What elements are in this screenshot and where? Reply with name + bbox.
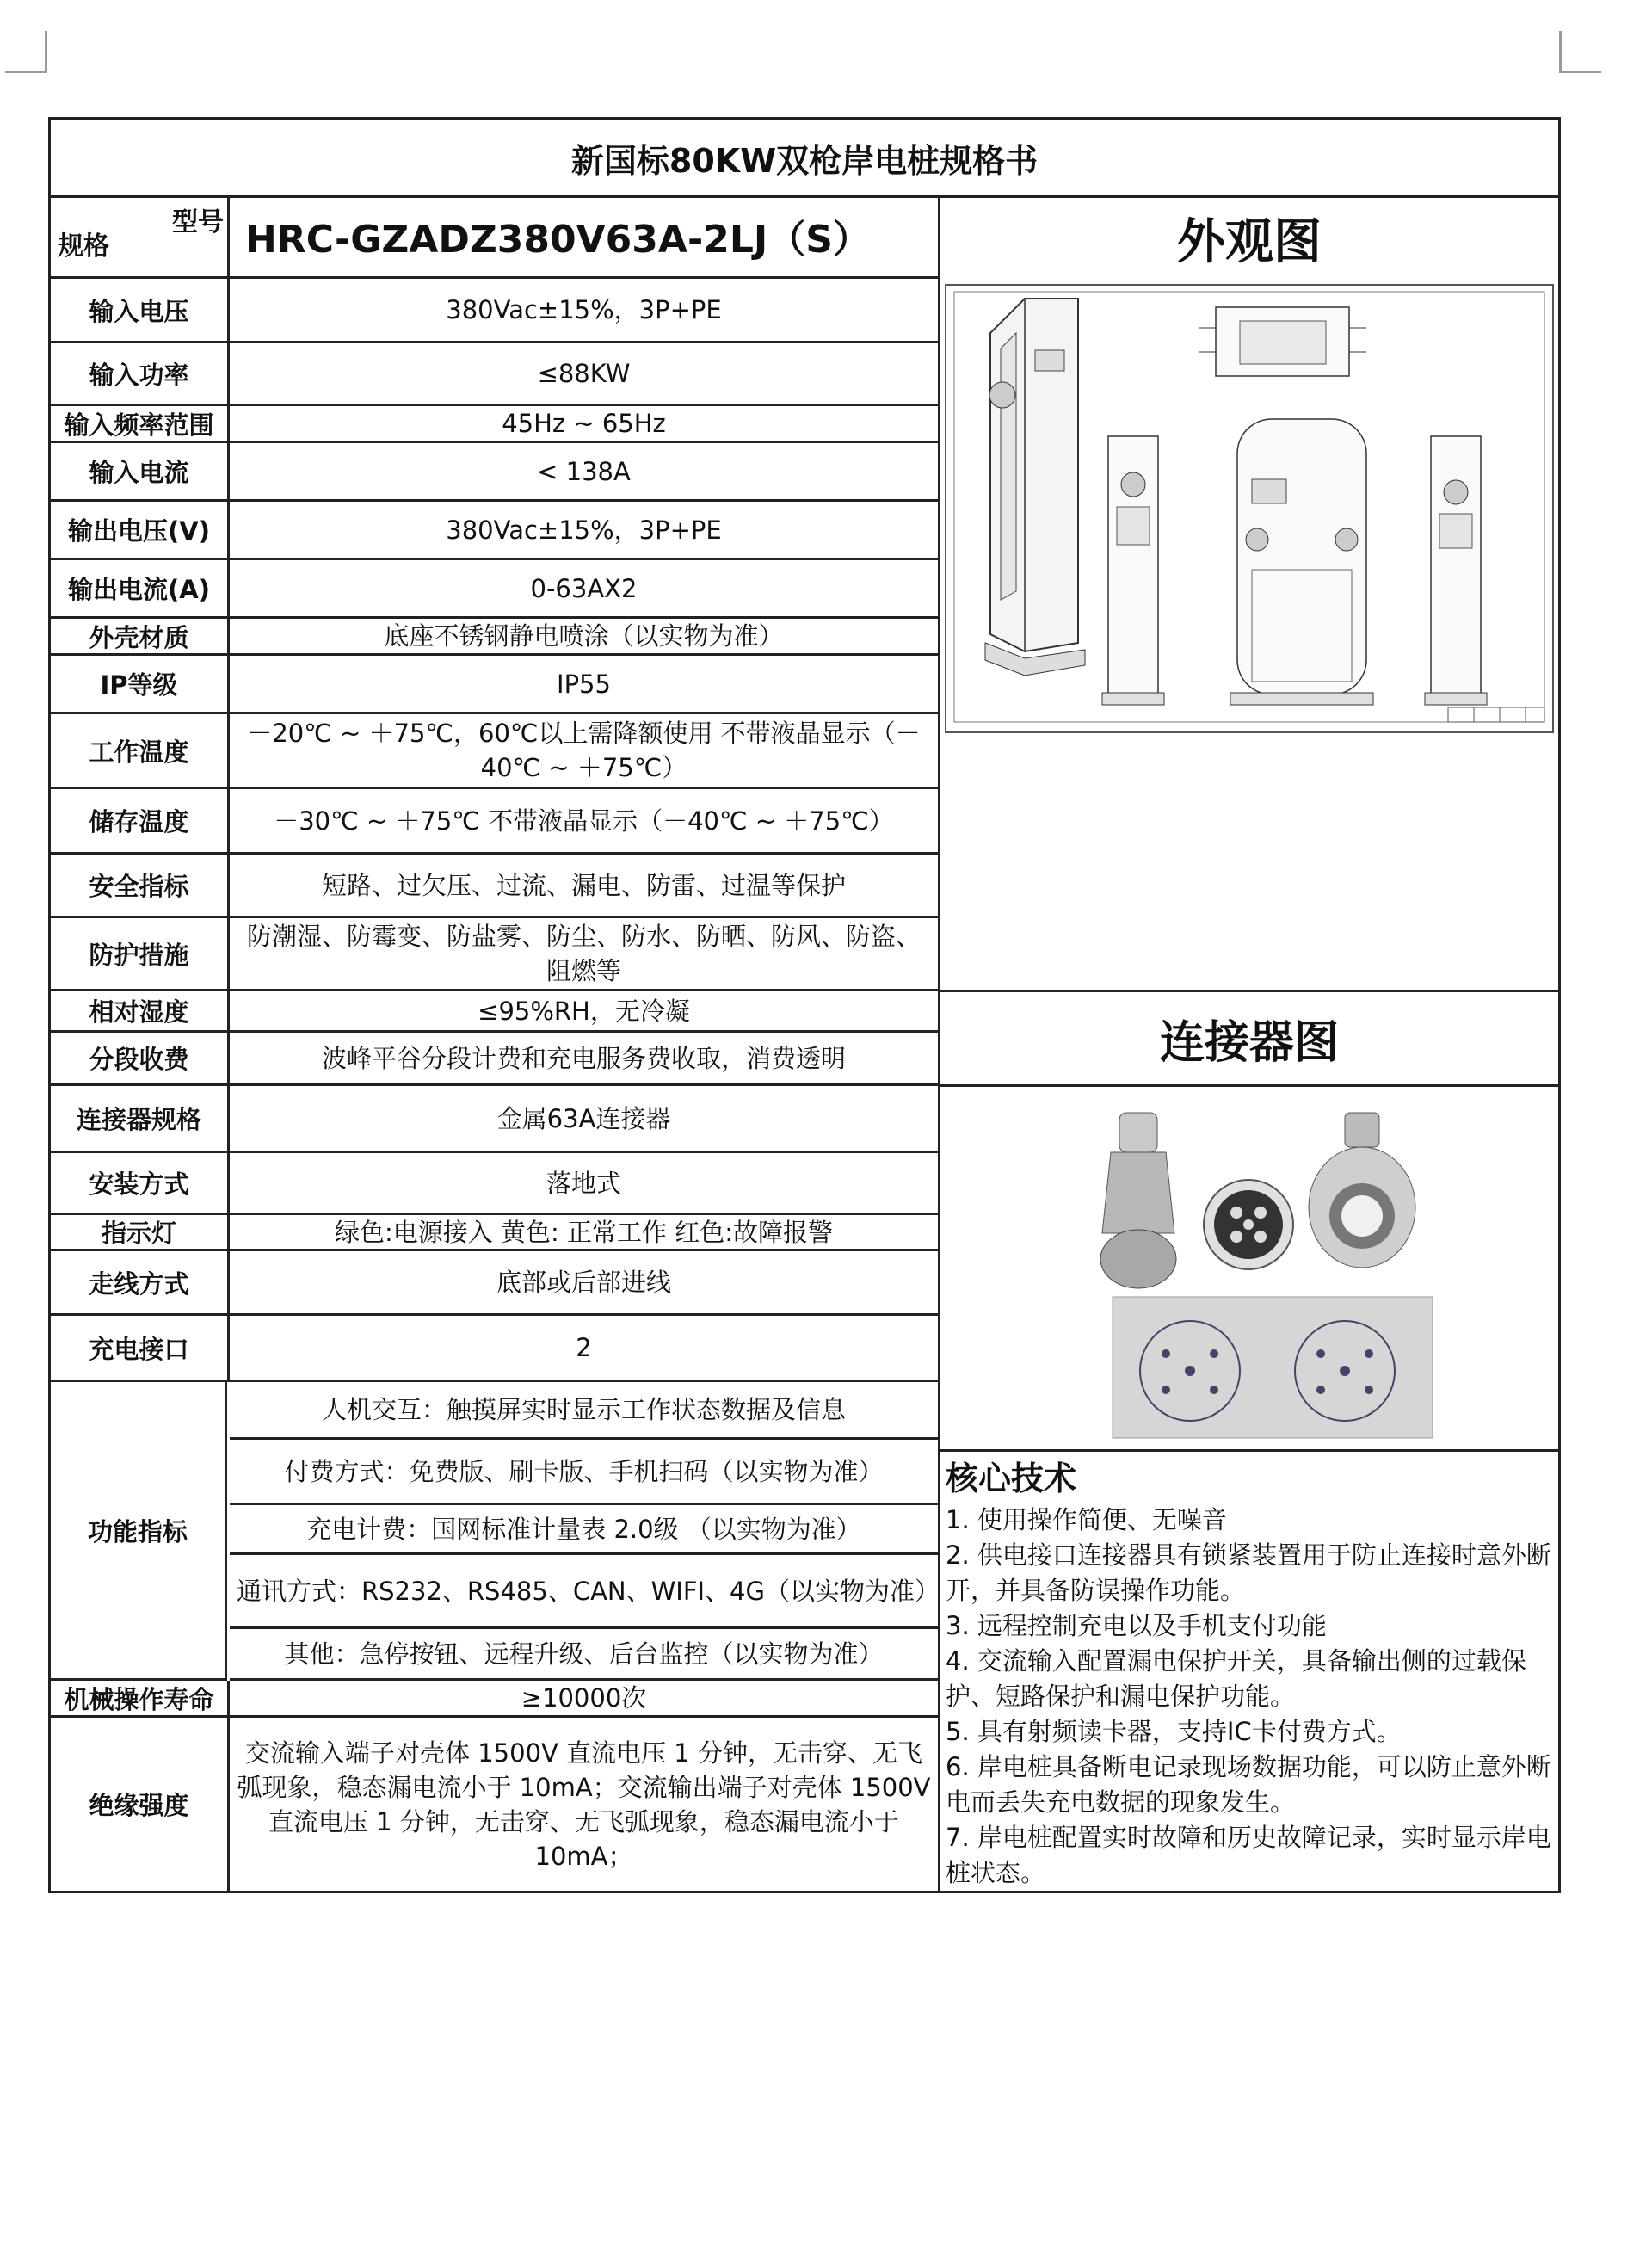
spec-row xyxy=(51,560,940,619)
spec-value: 波峰平谷分段计费和充电服务费收取，消费透明 xyxy=(230,1033,940,1083)
spec-value: 0-63AX2 xyxy=(230,560,940,616)
core-item: 5. 具有射频读卡器，支持IC卡付费方式。 xyxy=(946,1717,1402,1746)
spec-label: IP等级 xyxy=(51,656,230,712)
spec-label: 输入电压 xyxy=(51,279,230,341)
insulation-row xyxy=(51,1718,940,1891)
spec-row xyxy=(51,918,940,991)
connector-photos-image xyxy=(940,1087,1558,1449)
spec-label: 规格 xyxy=(58,231,109,262)
spec-value: 380Vac±15%，3P+PE xyxy=(230,279,940,341)
spec-row xyxy=(51,1251,940,1316)
spec-value: 底座不锈钢静电喷涂（以实物为准） xyxy=(230,619,940,653)
spec-label: 相对湿度 xyxy=(51,991,230,1030)
spec-value: 380Vac±15%，3P+PE xyxy=(230,502,940,558)
spec-row xyxy=(51,656,940,714)
appearance-drawing-image xyxy=(940,281,1558,733)
spec-value: 防潮湿、防霉变、防盐雾、防尘、防水、防晒、防风、防盗、阻燃等 xyxy=(230,918,940,989)
document-title: 新国标80KW双枪岸电桩规格书 xyxy=(51,120,1558,198)
spec-row xyxy=(51,714,940,789)
spec-label: 输入功率 xyxy=(51,343,230,404)
function-item: 人机交互：触摸屏实时显示工作状态数据及信息 xyxy=(230,1382,940,1440)
spec-value: ≤95%RH，无冷凝 xyxy=(230,991,940,1030)
connector-title: 连接器图 xyxy=(1159,1017,1339,1069)
spec-label: 安全指标 xyxy=(51,855,230,916)
core-item: 3. 远程控制充电以及手机支付功能 xyxy=(946,1611,1327,1640)
spec-row xyxy=(51,502,940,560)
spec-label: 连接器规格 xyxy=(51,1086,230,1151)
spec-row xyxy=(51,1033,940,1086)
spec-row xyxy=(51,789,940,855)
spec-row xyxy=(51,1215,940,1251)
spec-label: 输入电流 xyxy=(51,443,230,499)
spec-label: 储存温度 xyxy=(51,789,230,852)
spec-row xyxy=(51,1086,940,1153)
spec-row xyxy=(51,855,940,918)
spec-label: 输入频率范围 xyxy=(51,406,230,441)
core-item: 2. 供电接口连接器具有锁紧装置用于防止连接时意外断开，并具备防误操作功能。 xyxy=(946,1540,1551,1605)
spec-label: 机械操作寿命 xyxy=(51,1681,230,1715)
spec-value: 2 xyxy=(230,1316,940,1380)
lifespan-row xyxy=(51,1681,940,1718)
crop-mark-top-left xyxy=(5,31,47,73)
spec-sheet xyxy=(48,117,1561,1893)
spec-row xyxy=(51,343,940,406)
spec-row xyxy=(51,991,940,1033)
spec-label: 防护措施 xyxy=(51,918,230,989)
function-label: 功能指标 xyxy=(51,1382,227,1681)
spec-value: 45Hz ~ 65Hz xyxy=(230,406,940,441)
spec-row xyxy=(51,1153,940,1215)
spec-label: 指示灯 xyxy=(51,1215,230,1249)
spec-row xyxy=(51,279,940,343)
spec-value: 交流输入端子对壳体 1500V 直流电压 1 分钟，无击穿、无飞弧现象，稳态漏电流小于 10mA；交流输出端子对壳体 1500V 直流电压 1 分钟，无击穿、无飞弧现象，稳态漏电流小于 10mA； xyxy=(230,1718,940,1891)
core-technology xyxy=(940,1452,1558,1891)
model-label-cell xyxy=(51,195,230,276)
spec-label: 安装方式 xyxy=(51,1153,230,1213)
spec-value: 金属63A连接器 xyxy=(230,1086,940,1151)
spec-value: 短路、过欠压、过流、漏电、防雷、过温等保护 xyxy=(230,855,940,916)
appearance-title: 外观图 xyxy=(1177,214,1322,270)
spec-row xyxy=(51,443,940,502)
function-item: 付费方式：免费版、刷卡版、手机扫码（以实物为准） xyxy=(230,1440,940,1505)
spec-label: 绝缘强度 xyxy=(51,1718,230,1891)
connector-photos xyxy=(940,1087,1558,1449)
spec-value: IP55 xyxy=(230,656,940,712)
spec-label: 工作温度 xyxy=(51,714,230,787)
core-item: 6. 岸电桩具备断电记录现场数据功能，可以防止意外断电而丢失充电数据的现象发生。 xyxy=(946,1752,1551,1817)
spec-label: 输出电压(V) xyxy=(51,502,230,558)
spec-value: 底部或后部进线 xyxy=(230,1251,940,1313)
spec-value: －30℃ ~ ＋75℃ 不带液晶显示（－40℃ ~ ＋75℃） xyxy=(230,789,940,852)
spec-value: 绿色:电源接入 黄色: 正常工作 红色:故障报警 xyxy=(230,1215,940,1249)
spec-label: 输出电流(A) xyxy=(51,560,230,616)
spec-row xyxy=(51,406,940,443)
spec-value: ≥10000次 xyxy=(230,1681,940,1715)
model-value: HRC-GZADZ380V63A-2LJ（S） xyxy=(230,195,940,276)
core-item: 1. 使用操作简便、无噪音 xyxy=(946,1505,1227,1534)
spec-value: ≤88KW xyxy=(230,343,940,404)
spec-label: 外壳材质 xyxy=(51,619,230,653)
core-item: 4. 交流输入配置漏电保护开关，具备输出侧的过载保护、短路保护和漏电保护功能。 xyxy=(946,1646,1526,1711)
spec-value: －20℃ ~ ＋75℃，60℃以上需降额使用 不带液晶显示（－40℃ ~ ＋75℃） xyxy=(230,714,940,787)
function-item: 通讯方式：RS232、RS485、CAN、WIFI、4G（以实物为准） xyxy=(230,1555,940,1629)
function-item: 其他：急停按钮、远程升级、后台监控（以实物为准） xyxy=(230,1629,940,1681)
spec-value: 落地式 xyxy=(230,1153,940,1213)
core-item: 7. 岸电桩配置实时故障和历史故障记录，实时显示岸电桩状态。 xyxy=(946,1823,1551,1887)
spec-row xyxy=(51,619,940,656)
crop-mark-top-right xyxy=(1559,31,1601,73)
model-row xyxy=(51,195,940,279)
spec-label: 分段收费 xyxy=(51,1033,230,1083)
core-technology-title: 核心技术 xyxy=(946,1460,1077,1497)
spec-label: 走线方式 xyxy=(51,1251,230,1313)
appearance-drawing xyxy=(940,281,1558,733)
spec-row xyxy=(51,1316,940,1382)
model-label: 型号 xyxy=(172,207,224,238)
spec-label: 充电接口 xyxy=(51,1316,230,1380)
spec-value: < 138A xyxy=(230,443,940,499)
function-item: 充电计费：国网标准计量表 2.0级 （以实物为准） xyxy=(230,1505,940,1555)
